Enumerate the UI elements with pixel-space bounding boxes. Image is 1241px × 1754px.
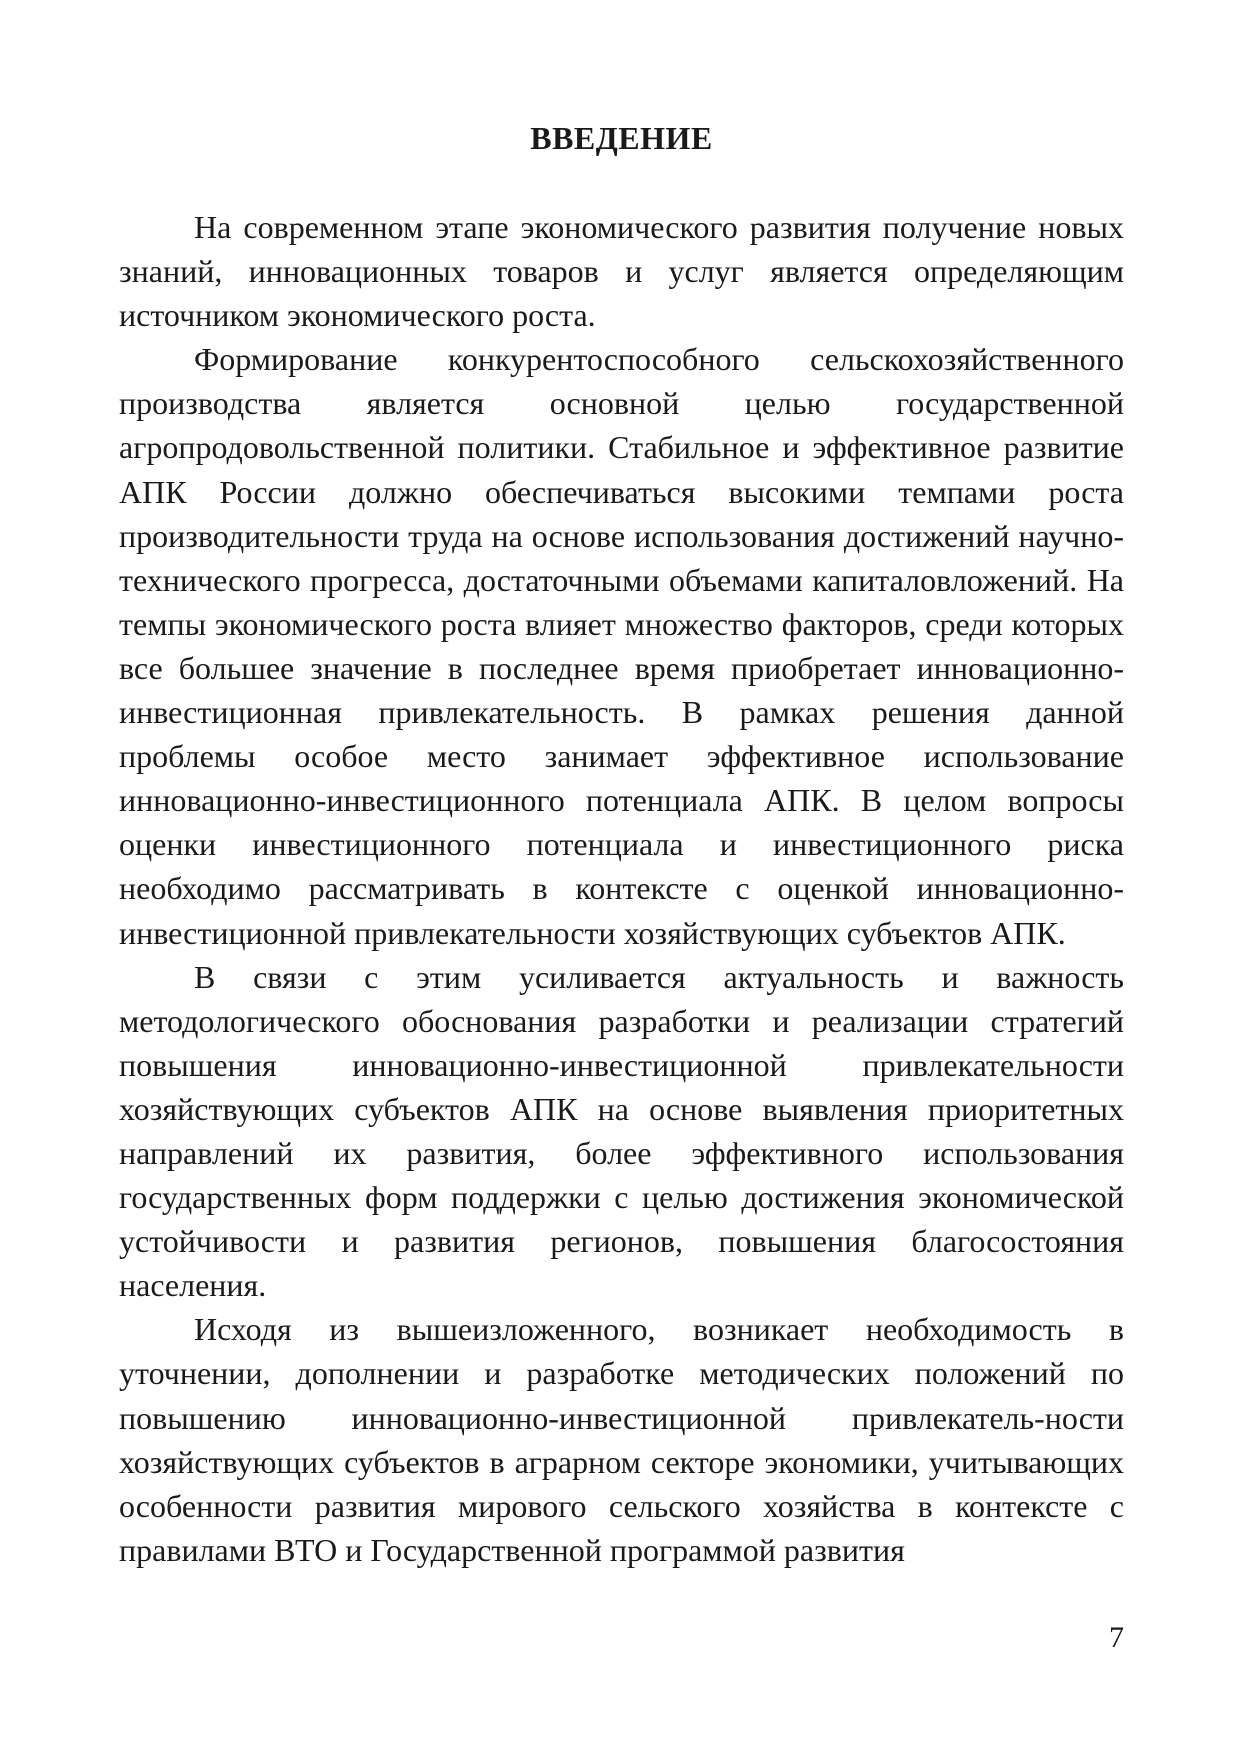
paragraph-3: В связи с этим усиливается актуальность и важность методологического обоснования разработки и реализации стратегий повышения инновационно-инвестиционной привлекательности хозяйствующих субъектов АПК на основе выявления приоритетных направлений их развития, более эффективного использования государственных форм поддержки с целью достижения экономической устойчивости и развития регионов, повышения благосостояния населения. [119, 958, 1124, 1304]
section-heading: ВВЕДЕНИЕ [530, 120, 713, 156]
document-page [119, 0, 1124, 1754]
paragraph-1: На современном этапе экономического развития получение новых знаний, инновационных товаров и услуг является определяющим источником экономического роста. [119, 209, 1124, 334]
paragraph-2: Формирование конкурентоспособного сельскохозяйственного производства является основной целью государственной агропродовольственной политики. Стабильное и эффективное развитие АПК России должно обеспечиваться высокими темпами роста производительности труда на основе использования достижений научно-технического прогресса, достаточными объемами капиталовложений. На темпы экономического роста влияет множество факторов, среди которых все большее значение в последнее время приобретает инновационно-инвестиционная привлекательность. В рамках решения данной проблемы особое место занимает эффективное использование инновационно-инвестиционного потенциала АПК. В целом вопросы оценки инвестиционного потенциала и инвестиционного риска необходимо рассматривать в контексте с оценкой инновационно-инвестиционной привлекательности хозяйствующих субъектов АПК. [119, 341, 1124, 951]
paragraph-4: Исходя из вышеизложенного, возникает необходимость в уточнении, дополнении и разработке методических положений по повышению инновационно-инвестиционной привлекатель-ности хозяйствующих субъектов в аграрном секторе экономики, учитывающих особенности развития мирового сельского хозяйства в контексте с правилами ВТО и Государственной программой развития [119, 1311, 1124, 1568]
page-number: 7 [1109, 1621, 1124, 1654]
body-text [119, 205, 1124, 1572]
